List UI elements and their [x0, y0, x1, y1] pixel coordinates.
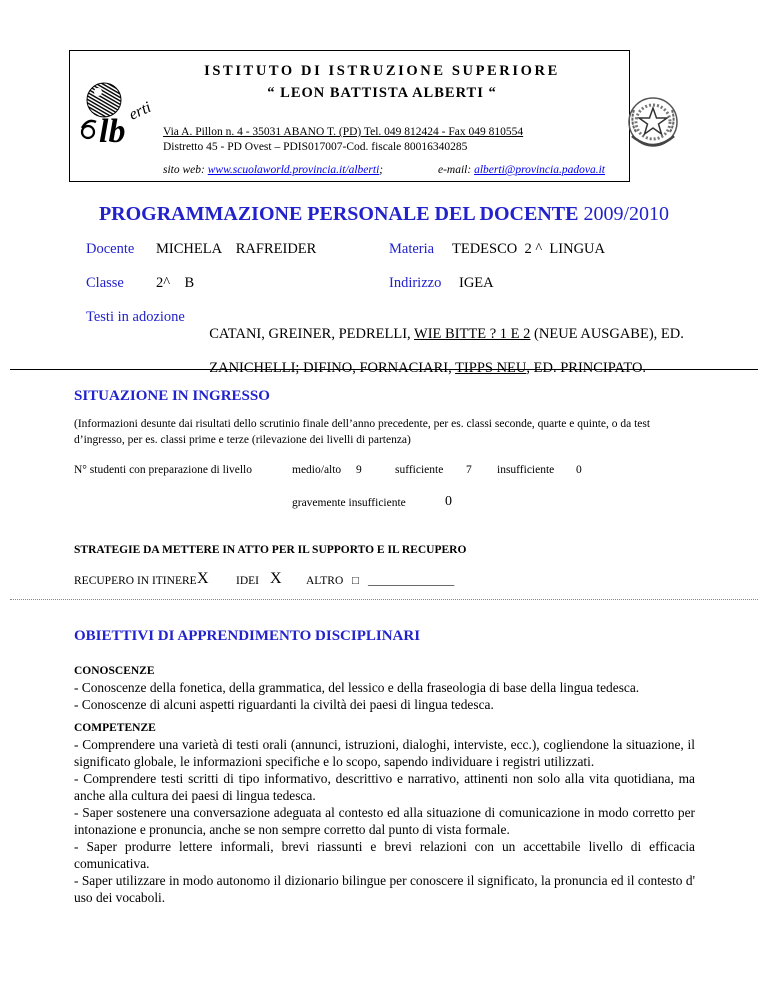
competenze-label: COMPETENZE [74, 722, 156, 734]
competenze-item: - Comprendere una varietà di testi orali (annunci, istruzioni, dialoghi, interviste, ecc.), cogliendone la situazione, il significato globale, le informazioni specifiche e lo scopo, sapendo individuare i registri utilizzati. [74, 737, 695, 769]
ingresso-title: SITUAZIONE IN INGRESSO [74, 388, 270, 404]
recupero-label: RECUPERO IN ITINERE [74, 575, 197, 587]
strategie-title: STRATEGIE DA METTERE IN ATTO PER IL SUPPORTO E IL RECUPERO [74, 544, 467, 556]
classe-label: Classe [86, 275, 124, 291]
competenze-item: - Saper sostenere una conversazione adeguata al contesto ed alla situazione di comunicazione in modo corretto per intonazione e pronuncia, anche se non sempre corretto dal punto di vista formale. [74, 805, 695, 837]
website-link[interactable]: www.scuolaworld.provincia.it/alberti [207, 164, 380, 176]
testi-line-2 [202, 343, 646, 377]
altro-checkbox[interactable]: □ [352, 575, 359, 587]
grave-label: gravemente insufficiente [292, 497, 406, 509]
testi-book-1: WIE BITTE ? 1 E 2 [414, 326, 531, 342]
sufficiente-label: sufficiente [395, 464, 444, 476]
docente-label: Docente [86, 241, 135, 257]
materia-label: Materia [389, 241, 435, 257]
school-district: Distretto 45 - PD Ovest – PDIS017007-Cod. fiscale 80016340285 [163, 141, 468, 153]
indirizzo-label: Indirizzo [389, 275, 442, 291]
school-subname: “ LEON BATTISTA ALBERTI “ [267, 85, 497, 101]
altro-blank[interactable]: _______________ [368, 575, 455, 587]
website-line [163, 164, 383, 176]
logo-letters: lb [99, 113, 126, 150]
document-title [0, 203, 768, 226]
testi-line-1-authors: CATANI, GREINER, PEDRELLI, [209, 326, 415, 342]
recupero-checkmark[interactable]: X [197, 570, 209, 587]
insufficiente-label: insufficiente [497, 464, 555, 476]
emblem-graphic [624, 92, 682, 154]
website-separator: ; [379, 164, 384, 176]
competenze-item: - Saper utilizzare in modo autonomo il dizionario bilingue per conoscere il significato, la pronuncia ed il contesto d' uso dei vocaboli. [74, 873, 695, 905]
conoscenze-item: - Conoscenze della fonetica, della grammatica, del lessico e della fraseologia di base della lingua tedesca. [74, 680, 640, 695]
testi-label: Testi in adozione [86, 309, 185, 325]
docente-value: MICHELA RAFREIDER [156, 241, 317, 257]
testi-line-1-edition: (NEUE AUSGABE), ED. [530, 326, 684, 342]
obiettivi-title: OBIETTIVI DI APPRENDIMENTO DISCIPLINARI [74, 628, 421, 644]
school-address: Via A. Pillon n. 4 - 35031 ABANO T. (PD) Tel. 049 812424 - Fax 049 810554 [163, 126, 524, 138]
email-line [438, 164, 605, 176]
document-title-year: 2009/2010 [583, 203, 670, 225]
website-label: sito web: [163, 164, 205, 176]
materia-value: TEDESCO 2 ^ LINGUA [452, 241, 606, 257]
conoscenze-item: - Conoscenze di alcuni aspetti riguardanti la civiltà dei paesi di lingua tedesca. [74, 697, 494, 712]
divider-1 [10, 369, 758, 370]
competenze-item: - Comprendere testi scritti di tipo informativo, descrittivo e narrativo, attinenti non solo alla vita quotidiana, ma anche alla cultura dei paesi di lingua tedesca. [74, 771, 695, 803]
idei-label: IDEI [236, 575, 259, 587]
classe-value: 2^ B [156, 275, 195, 291]
altro-label: ALTRO [306, 575, 344, 587]
logo-script: erti [126, 98, 154, 124]
school-logo-graphic [74, 70, 154, 150]
email-link[interactable]: alberti@provincia.padova.it [474, 164, 605, 176]
republic-emblem [624, 92, 682, 154]
grave-value: 0 [445, 494, 452, 509]
testi-line-2-edition: , ED. PRINCIPATO. [526, 360, 647, 376]
sufficiente-value: 7 [466, 464, 472, 476]
school-logo [74, 70, 154, 150]
divider-2 [10, 599, 758, 600]
conoscenze-list [74, 679, 714, 713]
testi-line-2-authors: ZANICHELLI; DIFINO, FORNACIARI, [209, 360, 456, 376]
testi-line-1 [202, 309, 684, 343]
medio-label: medio/alto [292, 464, 342, 476]
competenze-item: - Saper produrre lettere informali, brevi riassunti e brevi relazioni con un accettabile livello di efficacia comunicativa. [74, 839, 695, 871]
students-label: N° studenti con preparazione di livello [74, 464, 253, 476]
school-name: ISTITUTO DI ISTRUZIONE SUPERIORE [204, 63, 560, 79]
idei-checkmark[interactable]: X [270, 570, 282, 587]
email-label: e-mail: [438, 164, 472, 176]
competenze-list [74, 736, 695, 906]
conoscenze-label: CONOSCENZE [74, 665, 155, 677]
insufficiente-value: 0 [576, 464, 582, 476]
ingresso-note-2: d’ingresso, per es. classi prime e terze (rilevazione dei livelli di partenza) [74, 434, 411, 446]
document-title-main: PROGRAMMAZIONE PERSONALE DEL DOCENTE [98, 203, 579, 225]
ingresso-note-1: (Informazioni desunte dai risultati dello scrutinio finale dell’anno precedente, per es. classi seconde, quarte e quinte, o da test [74, 418, 651, 430]
indirizzo-value: IGEA [459, 275, 494, 291]
testi-book-2: TIPPS NEU [455, 360, 527, 376]
medio-value: 9 [356, 464, 362, 476]
